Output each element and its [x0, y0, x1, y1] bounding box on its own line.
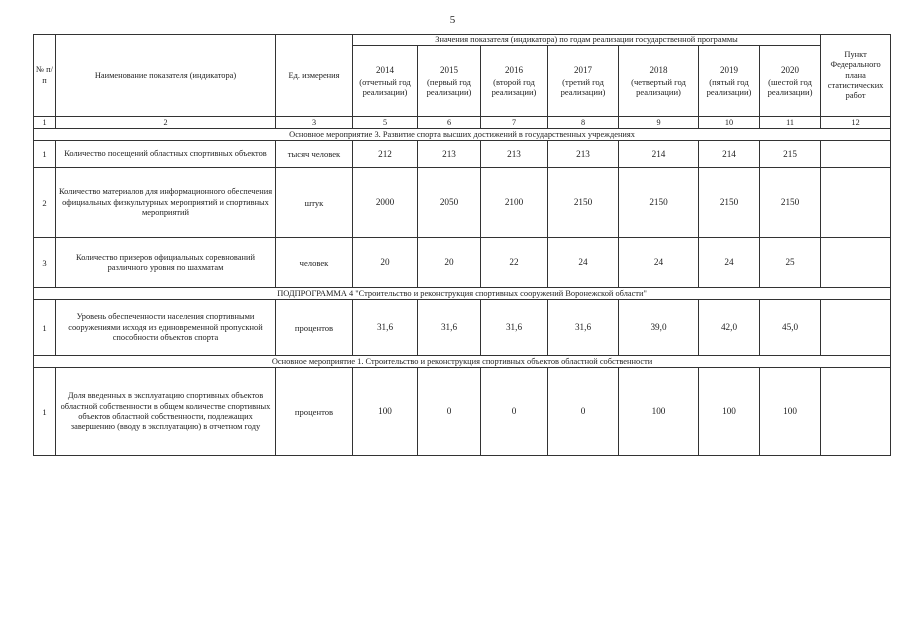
section-title: Основное мероприятие 1. Строительство и реконструкция спортивных объектов областной собственности	[34, 356, 891, 368]
unit-cell: процентов	[276, 300, 353, 356]
indicator-name: Уровень обеспеченности населения спортивными сооружениями исходя из единовременной пропускной способности объектов спорта	[56, 300, 276, 356]
section-header-row	[34, 356, 891, 368]
value-cell: 215	[760, 141, 821, 168]
value-cell: 214	[699, 141, 760, 168]
value-cell: 212	[353, 141, 418, 168]
plan-cell	[821, 368, 891, 456]
column-number: 2	[56, 117, 276, 129]
page-number: 5	[449, 14, 456, 26]
indicator-name: Количество призеров официальных соревнований различного уровня по шахматам	[56, 238, 276, 288]
section-header-row	[34, 288, 891, 300]
value-cell: 100	[619, 368, 699, 456]
value-cell: 2150	[699, 168, 760, 238]
column-number: 7	[481, 117, 548, 129]
value-cell: 213	[418, 141, 481, 168]
value-cell: 20	[418, 238, 481, 288]
value-cell: 213	[548, 141, 619, 168]
value-cell: 2150	[760, 168, 821, 238]
value-cell: 2150	[548, 168, 619, 238]
value-cell: 39,0	[619, 300, 699, 356]
header-year: 2015 (первый год реализации)	[418, 46, 481, 117]
header-year: 2019 (пятый год реализации)	[699, 46, 760, 117]
header-unit: Ед. измерения	[276, 35, 353, 117]
value-cell: 0	[481, 368, 548, 456]
section-title: Основное мероприятие 3. Развитие спорта высших достижений в государственных учреждениях	[34, 129, 891, 141]
value-cell: 45,0	[760, 300, 821, 356]
table-row	[34, 168, 891, 238]
value-cell: 31,6	[353, 300, 418, 356]
section-title: ПОДПРОГРАММА 4 "Строительство и реконструкция спортивных сооружений Воронежской области"	[34, 288, 891, 300]
column-number: 6	[418, 117, 481, 129]
column-number: 3	[276, 117, 353, 129]
header-year: 2020 (шестой год реализации)	[760, 46, 821, 117]
column-number: 9	[619, 117, 699, 129]
row-num: 3	[34, 238, 56, 288]
header-name: Наименование показателя (индикатора)	[56, 35, 276, 117]
value-cell: 24	[699, 238, 760, 288]
table-row	[34, 238, 891, 288]
value-cell: 2100	[481, 168, 548, 238]
table-row	[34, 300, 891, 356]
section-header-row	[34, 129, 891, 141]
unit-cell: штук	[276, 168, 353, 238]
row-num: 1	[34, 368, 56, 456]
value-cell: 214	[619, 141, 699, 168]
unit-cell: тысяч человек	[276, 141, 353, 168]
value-cell: 25	[760, 238, 821, 288]
column-number: 10	[699, 117, 760, 129]
table-row	[34, 368, 891, 456]
value-cell: 31,6	[481, 300, 548, 356]
unit-cell: процентов	[276, 368, 353, 456]
value-cell: 2000	[353, 168, 418, 238]
value-cell: 213	[481, 141, 548, 168]
value-cell: 22	[481, 238, 548, 288]
indicator-name: Количество материалов для информационного обеспечения официальных физкультурных мероприятий и спортивных мероприятий	[56, 168, 276, 238]
value-cell: 24	[548, 238, 619, 288]
column-number: 11	[760, 117, 821, 129]
value-cell: 0	[548, 368, 619, 456]
indicator-name: Количество посещений областных спортивных объектов	[56, 141, 276, 168]
indicators-table	[33, 34, 891, 456]
header-year: 2018 (четвертый год реализации)	[619, 46, 699, 117]
column-number: 1	[34, 117, 56, 129]
value-cell: 31,6	[548, 300, 619, 356]
value-cell: 100	[699, 368, 760, 456]
row-num: 1	[34, 141, 56, 168]
unit-cell: человек	[276, 238, 353, 288]
plan-cell	[821, 238, 891, 288]
plan-cell	[821, 300, 891, 356]
header-year: 2014 (отчетный год реализации)	[353, 46, 418, 117]
column-number: 5	[353, 117, 418, 129]
header-values-group: Значения показателя (индикатора) по годам реализации государственной программы	[353, 35, 821, 46]
value-cell: 2050	[418, 168, 481, 238]
table-row	[34, 141, 891, 168]
value-cell: 0	[418, 368, 481, 456]
column-numbers-row	[34, 117, 891, 129]
indicator-name: Доля введенных в эксплуатацию спортивных объектов областной собственности в общем количестве спортивных объектов областной собственности, подлежащих завершению (вводу в эксплуатацию) в отчетном году	[56, 368, 276, 456]
value-cell: 100	[353, 368, 418, 456]
header-year: 2016 (второй год реализации)	[481, 46, 548, 117]
value-cell: 42,0	[699, 300, 760, 356]
value-cell: 100	[760, 368, 821, 456]
row-num: 1	[34, 300, 56, 356]
value-cell: 20	[353, 238, 418, 288]
value-cell: 31,6	[418, 300, 481, 356]
column-number: 8	[548, 117, 619, 129]
row-num: 2	[34, 168, 56, 238]
value-cell: 2150	[619, 168, 699, 238]
header-num: № п/п	[34, 35, 56, 117]
header-plan-item: Пункт Федерального плана статистических работ	[821, 35, 891, 117]
header-year: 2017 (третий год реализации)	[548, 46, 619, 117]
plan-cell	[821, 141, 891, 168]
column-number: 12	[821, 117, 891, 129]
value-cell: 24	[619, 238, 699, 288]
plan-cell	[821, 168, 891, 238]
